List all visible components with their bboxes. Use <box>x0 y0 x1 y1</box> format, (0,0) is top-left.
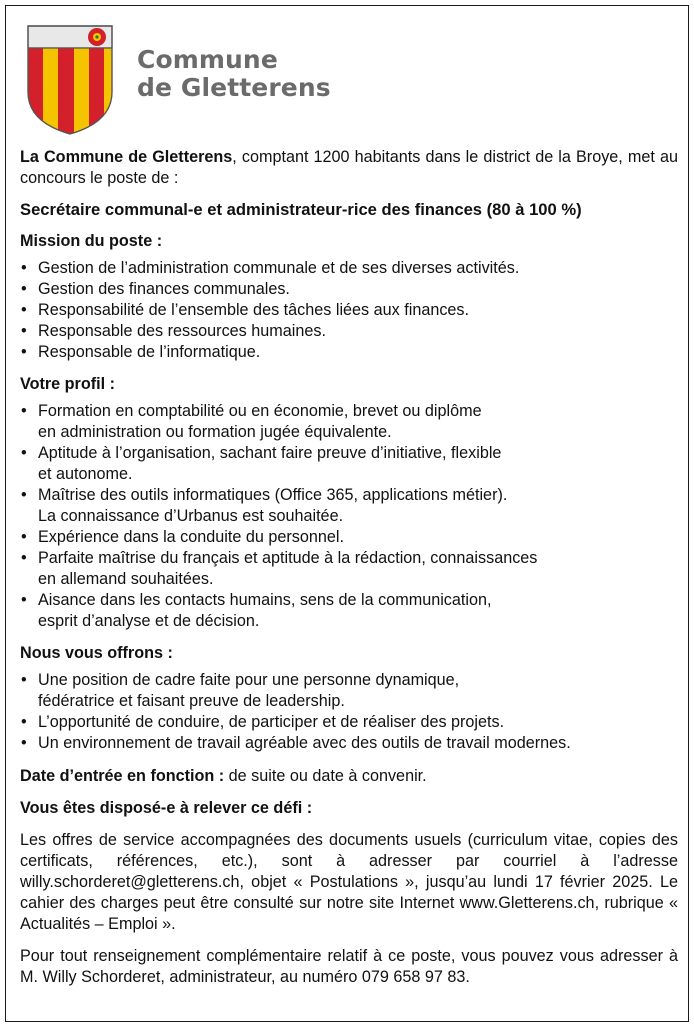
commune-name-line1: Commune <box>137 45 278 74</box>
contact-paragraph: Pour tout renseignement complémentaire relatif à ce poste, vous pouvez vous adresser à M. Willy Schorderet, administrateur, au numéro 079 658 97 83. <box>20 947 678 986</box>
intro-paragraph <box>20 147 678 189</box>
list-item: • Maîtrise des outils informatiques (Office 365, applications métier). La connaissance d’Urbanus est souhaitée. <box>20 485 678 527</box>
posting-body <box>20 147 678 988</box>
profil-heading: Votre profil : <box>20 375 116 393</box>
list-item: • Responsable des ressources humaines. <box>20 321 678 342</box>
defi-heading: Vous êtes disposé-e à relever ce défi : <box>20 799 313 817</box>
offrons-list <box>20 670 678 754</box>
list-item: • Aptitude à l’organisation, sachant faire preuve d’initiative, flexible et autonome. <box>20 443 678 485</box>
application-paragraph: Les offres de service accompagnées des documents usuels (curriculum vitae, copies des certificats, références, etc.), sont à adresser par courriel à l’adresse willy.schorderet@gletterens.ch, objet « Postulations », jusqu’au lundi 17 février 2025. Le cahier des charges peut être consulté sur notre site Internet www.Gletterens.ch, rubrique « Actualités – Emploi ». <box>20 831 678 933</box>
list-item: • L’opportunité de conduire, de participer et de réaliser des projets. <box>20 712 678 733</box>
intro-text: , comptant 1200 habitants dans le district de la Broye, met au concours le poste de : <box>20 148 678 187</box>
list-item: • Responsable de l’informatique. <box>20 342 678 363</box>
commune-name <box>137 46 331 102</box>
job-title: Secrétaire communal-e et administrateur-rice des finances (80 à 100 %) <box>20 200 582 219</box>
list-item: • Aisance dans les contacts humains, sens de la communication, esprit d’analyse et de décision. <box>20 590 678 632</box>
list-item: • Gestion des finances communales. <box>20 279 678 300</box>
coat-of-arms-logo <box>25 22 115 136</box>
job-posting <box>5 5 689 1022</box>
rose-icon <box>88 28 106 46</box>
list-item: • Formation en comptabilité ou en économie, brevet ou diplôme en administration ou formation jugée équivalente. <box>20 401 678 443</box>
start-date: Date d’entrée en fonction : de suite ou date à convenir. <box>20 767 427 785</box>
list-item: • Parfaite maîtrise du français et aptitude à la rédaction, connaissances en allemand souhaitées. <box>20 548 678 590</box>
intro-commune-name: La Commune de Gletterens <box>20 148 233 166</box>
commune-name-line2: de Gletterens <box>137 73 331 102</box>
list-item: • Responsabilité de l’ensemble des tâches liées aux finances. <box>20 300 678 321</box>
list-item: • Gestion de l’administration communale et de ses diverses activités. <box>20 258 678 279</box>
list-item: • Expérience dans la conduite du personnel. <box>20 527 678 548</box>
profil-list <box>20 401 678 632</box>
header <box>6 6 688 146</box>
offrons-heading: Nous vous offrons : <box>20 644 173 662</box>
list-item: • Une position de cadre faite pour une personne dynamique, fédératrice et faisant preuve de leadership. <box>20 670 678 712</box>
mission-list <box>20 258 678 363</box>
mission-heading: Mission du poste : <box>20 232 163 250</box>
list-item: • Un environnement de travail agréable avec des outils de travail modernes. <box>20 733 678 754</box>
